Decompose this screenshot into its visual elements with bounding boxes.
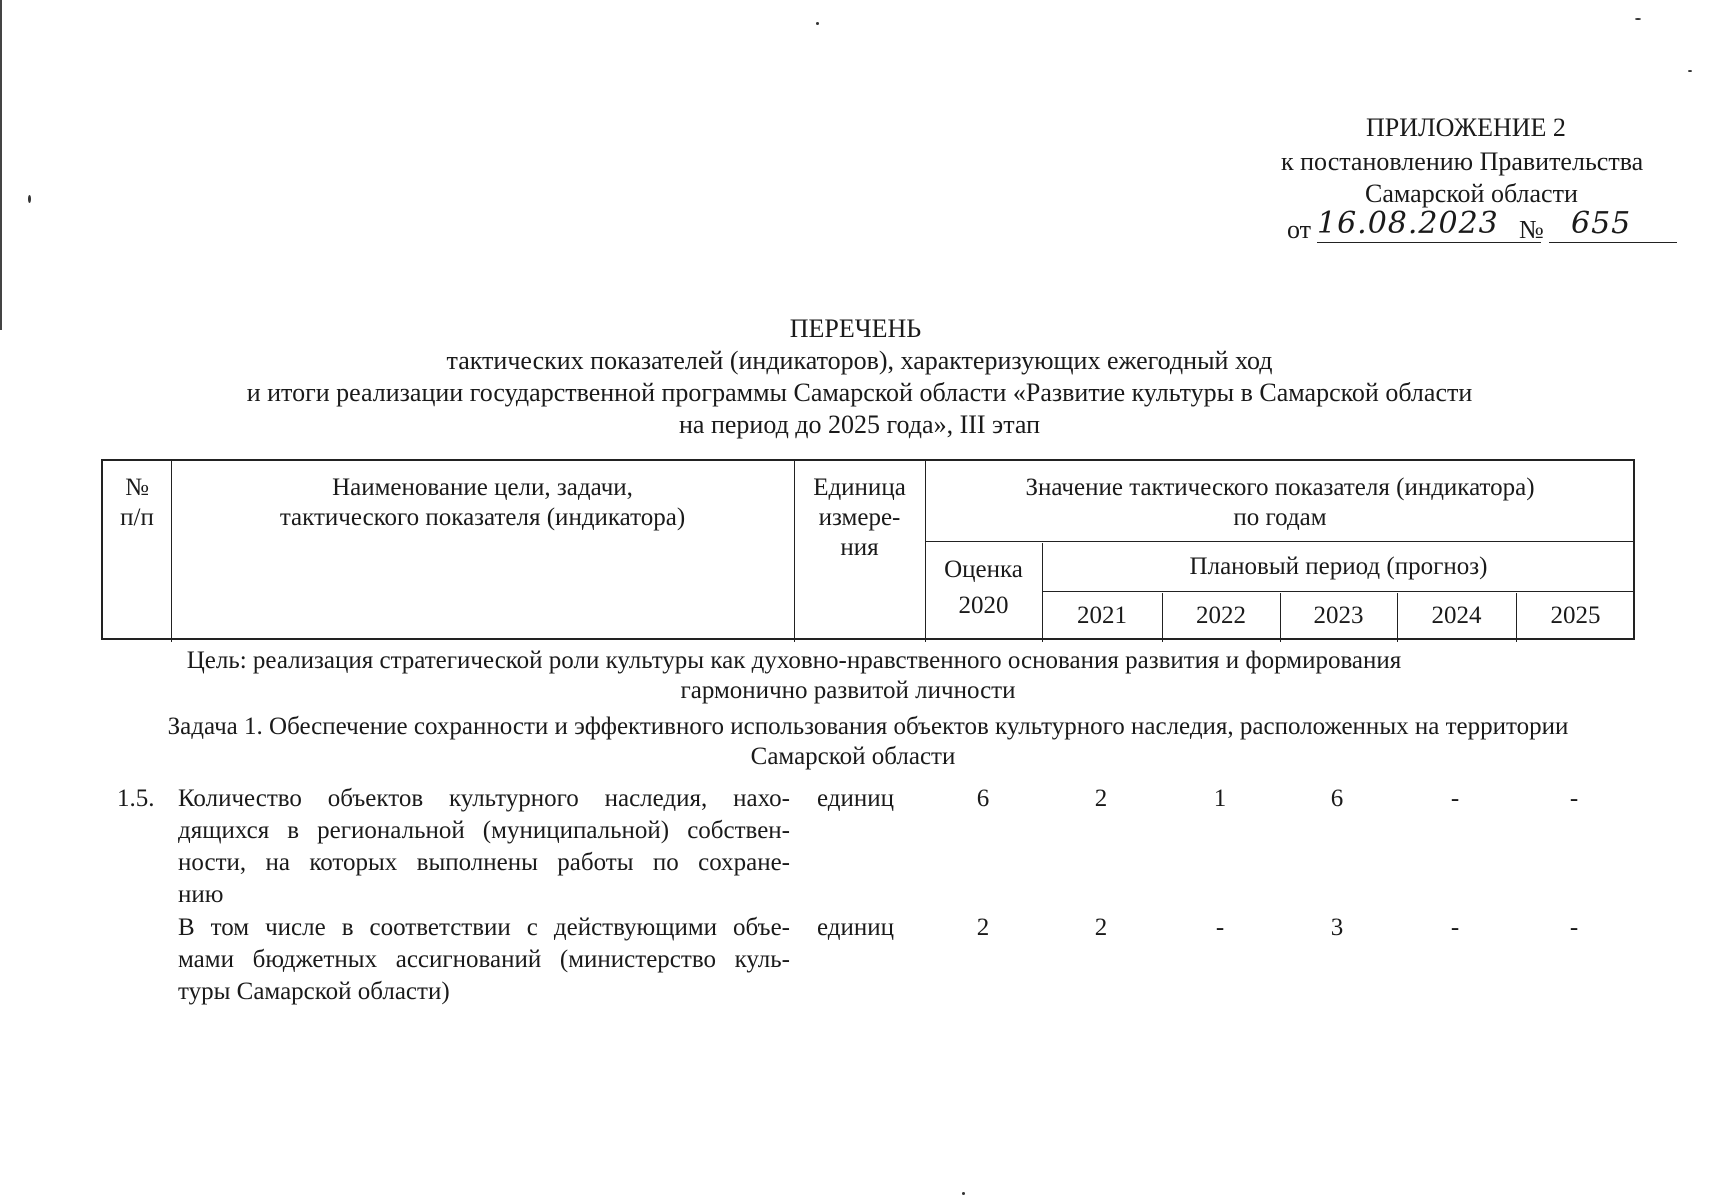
scan-speck bbox=[962, 1192, 965, 1195]
document-title-block bbox=[0, 313, 1719, 441]
row-name-line: туры Самарской области) bbox=[178, 978, 450, 1005]
header-name-line-1: Наименование цели, задачи, bbox=[332, 474, 633, 501]
value-2022: 1 bbox=[1213, 785, 1227, 812]
header-year-2025: 2025 bbox=[1550, 602, 1601, 629]
header-unit-line-2: измере- bbox=[818, 504, 901, 531]
row-unit: единиц bbox=[817, 914, 895, 941]
value-2021: 2 bbox=[1094, 785, 1108, 812]
appendix-line-2: к постановлению Правительства bbox=[1281, 147, 1644, 176]
row-name-line: Количество объектов культурного наследия, нахо- bbox=[178, 785, 790, 812]
header-unit bbox=[794, 473, 925, 563]
row-indicator-name bbox=[178, 783, 790, 911]
value-2025: - bbox=[1569, 914, 1579, 941]
table-row bbox=[0, 783, 1719, 913]
row-unit: единиц bbox=[817, 785, 895, 812]
task-line-1: Задача 1. Обеспечение сохранности и эффективного использования объектов культурного наследия, расположенных на территории bbox=[167, 713, 1569, 740]
scan-speck bbox=[816, 22, 819, 25]
appendix-number-prefix: № bbox=[1519, 215, 1544, 244]
header-year-2022: 2022 bbox=[1196, 602, 1246, 629]
header-year-2024: 2024 bbox=[1431, 602, 1482, 629]
value-2024: - bbox=[1450, 914, 1460, 941]
date-underline bbox=[1317, 242, 1541, 243]
header-unit-line-3: ния bbox=[840, 534, 879, 561]
header-estimate-label: Оценка bbox=[944, 556, 1023, 583]
header-unit-line-1: Единица bbox=[813, 474, 906, 501]
header-number bbox=[103, 473, 171, 533]
value-2021: 2 bbox=[1094, 914, 1108, 941]
goal-text bbox=[101, 646, 1635, 706]
row-number: 1.5. bbox=[117, 785, 155, 812]
header-year-2021: 2021 bbox=[1077, 602, 1127, 629]
header-name-line-2: тактического показателя (индикатора) bbox=[279, 504, 686, 531]
document-title-line-1: тактических показателей (индикаторов), характеризующих ежегодный ход bbox=[446, 346, 1273, 375]
task-text bbox=[101, 712, 1635, 772]
header-plan-period: Плановый период (прогноз) bbox=[1189, 553, 1488, 580]
header-number-symbol: № bbox=[125, 474, 149, 501]
value-2023: 6 bbox=[1330, 785, 1344, 812]
header-estimate-year: 2020 bbox=[958, 592, 1009, 619]
value-2024: - bbox=[1450, 785, 1460, 812]
row-name-line: мами бюджетных ассигнований (министерство куль- bbox=[178, 946, 790, 973]
task-line-2: Самарской области bbox=[750, 743, 956, 770]
indicator-table-header bbox=[101, 459, 1635, 640]
document-heading: ПЕРЕЧЕНЬ bbox=[789, 314, 922, 343]
appendix-line-3: Самарской области bbox=[1365, 179, 1578, 208]
value-2022: - bbox=[1215, 914, 1225, 941]
appendix-date-prefix: от bbox=[1287, 215, 1312, 244]
header-year-2023: 2023 bbox=[1313, 602, 1364, 629]
header-values-group bbox=[925, 473, 1635, 533]
appendix-number-handwritten: 655 bbox=[1571, 206, 1632, 241]
header-values-line-2: по годам bbox=[1233, 504, 1327, 531]
number-underline bbox=[1549, 242, 1677, 243]
goal-line-2: гармонично развитой личности bbox=[680, 677, 1016, 704]
appendix-date-handwritten: 16.08.2023 bbox=[1317, 206, 1499, 241]
scan-speck bbox=[1688, 70, 1692, 72]
table-row bbox=[0, 912, 1719, 1012]
scan-speck bbox=[1635, 18, 1641, 20]
appendix-title: ПРИЛОЖЕНИЕ 2 bbox=[1366, 113, 1566, 142]
scan-edge-line bbox=[0, 0, 2, 330]
row-indicator-name bbox=[178, 912, 790, 1008]
value-2020: 6 bbox=[976, 785, 990, 812]
header-estimate bbox=[925, 552, 1042, 624]
header-values-line-1: Значение тактического показателя (индикатора) bbox=[1025, 474, 1535, 501]
document-title-line-3: на период до 2025 года», III этап bbox=[679, 410, 1040, 439]
row-name-line: ности, на которых выполнены работы по сохране- bbox=[178, 849, 790, 876]
goal-line-1: Цель: реализация стратегической роли культуры как духовно-нравственного основания развития и формирования bbox=[186, 647, 1402, 674]
row-name-line: нию bbox=[178, 881, 224, 908]
row-name-line: В том числе в соответствии с действующими объе- bbox=[178, 914, 790, 941]
table-divider bbox=[925, 541, 1635, 542]
document-title-line-2: и итоги реализации государственной программы Самарской области «Развитие культуры в Самарской области bbox=[246, 378, 1473, 407]
value-2025: - bbox=[1569, 785, 1579, 812]
scan-speck bbox=[28, 195, 31, 203]
value-2020: 2 bbox=[976, 914, 990, 941]
row-name-line: дящихся в региональной (муниципальной) собствен- bbox=[178, 817, 790, 844]
header-name bbox=[171, 473, 794, 533]
header-number-abbr: п/п bbox=[120, 504, 154, 531]
table-divider bbox=[1042, 591, 1635, 592]
value-2023: 3 bbox=[1330, 914, 1344, 941]
